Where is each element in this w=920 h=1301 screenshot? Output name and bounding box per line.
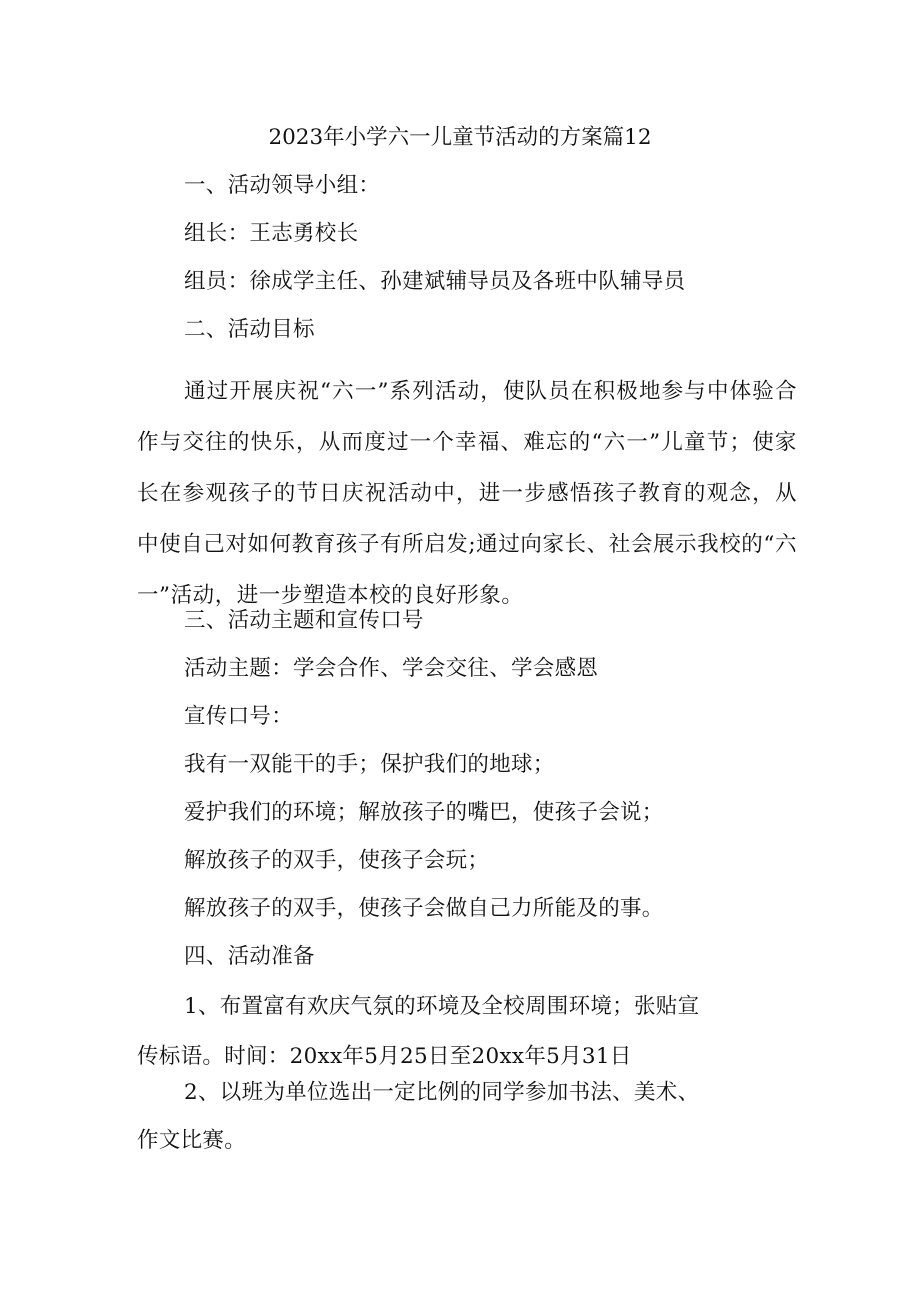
- slogan-line: 我有一双能干的手；保护我们的地球；: [184, 752, 555, 777]
- section3-heading: 三、活动主题和宣传口号: [184, 608, 424, 633]
- prep-item2-line2: 作文比赛。: [137, 1128, 247, 1153]
- section1-heading: 一、活动领导小组：: [184, 173, 381, 198]
- leader-line: 组长：王志勇校长: [184, 221, 359, 246]
- prep-item1-line2: 传标语。时间：20xx年5月25日至20xx年5月31日: [137, 1044, 632, 1069]
- section4-heading: 四、活动准备: [184, 944, 315, 969]
- document-title: 2023年小学六一儿童节活动的方案篇12: [268, 125, 652, 150]
- slogan-line: 爱护我们的环境；解放孩子的嘴巴，使孩子会说；: [184, 800, 664, 825]
- section2-heading: 二、活动目标: [184, 317, 315, 342]
- members-line: 组员：徐成学主任、孙建斌辅导员及各班中队辅导员: [184, 269, 686, 294]
- objective-paragraph: 通过开展庆祝“六一”系列活动，使队员在积极地参与中体验合作与交往的快乐，从而度过一个幸福、难忘的“六一”儿童节；使家长在参观孩子的节日庆祝活动中，进一步感悟孩子教育的观念，从中使自己对如何教育孩子有所启发;通过向家长、社会展示我校的“六一”活动，进一步塑造本校的良好形象。: [137, 379, 797, 608]
- slogan-line: 解放孩子的双手，使孩子会玩；: [184, 848, 490, 873]
- prep-item2-line1: 2、以班为单位选出一定比例的同学参加书法、美术、: [184, 1080, 700, 1105]
- theme-line: 活动主题：学会合作、学会交往、学会感恩: [184, 656, 599, 681]
- slogan-line: 解放孩子的双手，使孩子会做自己力所能及的事。: [184, 896, 664, 921]
- prep-item1-line1: 1、布置富有欢庆气氛的环境及全校周围环境；张贴宣: [184, 994, 700, 1019]
- slogan-label: 宣传口号：: [184, 704, 294, 729]
